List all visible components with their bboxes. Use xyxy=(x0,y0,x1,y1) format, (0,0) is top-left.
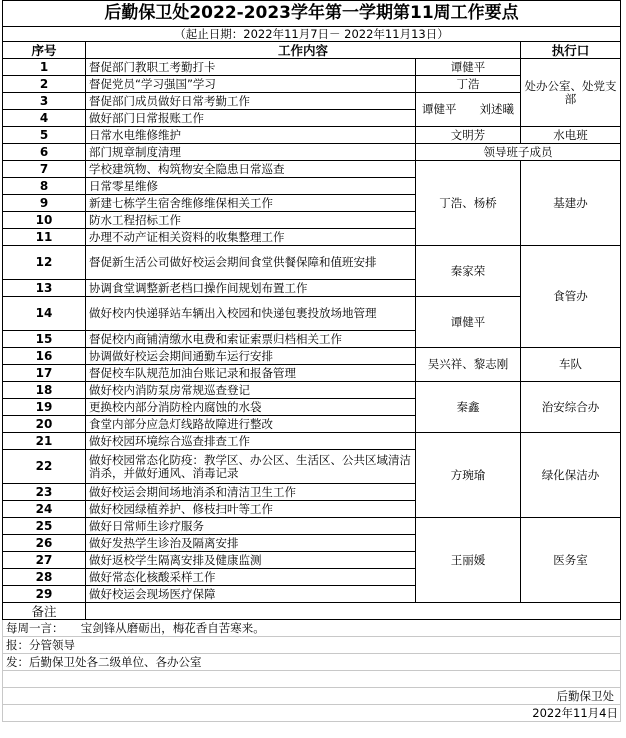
task-content: 做好校内快递驿站车辆出入校园和快递包裹投放场地管理 xyxy=(86,297,416,331)
task-person: 方琬瑜 xyxy=(416,433,521,518)
task-content: 做好常态化核酸采样工作 xyxy=(86,569,416,586)
task-content: 督促校车队规范加油台账记录和报备管理 xyxy=(86,365,416,382)
task-no: 2 xyxy=(3,76,86,93)
task-no: 26 xyxy=(3,535,86,552)
task-no: 23 xyxy=(3,484,86,501)
task-dept: 食管办 xyxy=(521,246,621,348)
task-dept: 处办公室、处党支部 xyxy=(521,59,621,127)
task-no: 25 xyxy=(3,518,86,535)
task-person: 秦家荣 xyxy=(416,246,521,297)
task-person: 谭健平 xyxy=(416,59,521,76)
issuer: 后勤保卫处 xyxy=(3,688,621,705)
task-no: 14 xyxy=(3,297,86,331)
task-dept: 车队 xyxy=(521,348,621,382)
task-content: 做好校园常态化防疫：教学区、办公区、生活区、公共区域清洁消杀，并做好通风、消毒记录 xyxy=(86,450,416,484)
task-no: 5 xyxy=(3,127,86,144)
task-content: 协调做好校运会期间通勤车运行安排 xyxy=(86,348,416,365)
task-no: 6 xyxy=(3,144,86,161)
task-no: 11 xyxy=(3,229,86,246)
task-person: 丁浩 xyxy=(416,76,521,93)
task-content: 做好发热学生诊治及隔离安排 xyxy=(86,535,416,552)
task-content: 督促部门教职工考勤打卡 xyxy=(86,59,416,76)
notes-label: 备注 xyxy=(3,603,86,620)
work-plan-table xyxy=(2,0,621,722)
task-no: 22 xyxy=(3,450,86,484)
task-no: 12 xyxy=(3,246,86,280)
task-no: 16 xyxy=(3,348,86,365)
task-person: 文明芳 xyxy=(416,127,521,144)
task-person: 谭健平 刘述曦 xyxy=(416,93,521,127)
task-content: 日常零星维修 xyxy=(86,178,416,195)
task-content: 防水工程招标工作 xyxy=(86,212,416,229)
task-dept: 基建办 xyxy=(521,161,621,246)
task-no: 7 xyxy=(3,161,86,178)
task-content: 做好返校学生隔离安排及健康监测 xyxy=(86,552,416,569)
task-no: 3 xyxy=(3,93,86,110)
header-no: 序号 xyxy=(3,42,86,59)
task-no: 20 xyxy=(3,416,86,433)
task-dept: 绿化保洁办 xyxy=(521,433,621,518)
task-content: 做好校园环境综合巡查排查工作 xyxy=(86,433,416,450)
task-content: 食堂内部分应急灯线路故障进行整改 xyxy=(86,416,416,433)
report-to: 报：分管领导 xyxy=(3,637,621,654)
task-no: 21 xyxy=(3,433,86,450)
notes-cell xyxy=(86,603,621,620)
task-content: 做好校运会现场医疗保障 xyxy=(86,586,416,603)
task-no: 24 xyxy=(3,501,86,518)
header-executor: 执行口 xyxy=(521,42,621,59)
task-no: 13 xyxy=(3,280,86,297)
task-no: 18 xyxy=(3,382,86,399)
task-no: 19 xyxy=(3,399,86,416)
page-title: 后勤保卫处2022-2023学年第一学期第11周工作要点 xyxy=(3,1,621,27)
task-content: 做好校运会期间场地消杀和清洁卫生工作 xyxy=(86,484,416,501)
task-content: 办理不动产证相关资料的收集整理工作 xyxy=(86,229,416,246)
task-person: 领导班子成员 xyxy=(416,144,621,161)
task-no: 1 xyxy=(3,59,86,76)
task-person: 丁浩、杨桥 xyxy=(416,161,521,246)
task-content: 督促新生活公司做好校运会期间食堂供餐保障和值班安排 xyxy=(86,246,416,280)
blank-row xyxy=(3,671,621,688)
task-dept: 治安综合办 xyxy=(521,382,621,433)
weekly-quote: 每周一言： 宝剑锋从磨砺出，梅花香自苦寒来。 xyxy=(3,620,621,637)
task-no: 10 xyxy=(3,212,86,229)
task-dept: 医务室 xyxy=(521,518,621,603)
task-content: 做好部门日常报账工作 xyxy=(86,110,416,127)
task-no: 15 xyxy=(3,331,86,348)
task-content: 做好校园绿植养护、修枝扫叶等工作 xyxy=(86,501,416,518)
task-no: 27 xyxy=(3,552,86,569)
task-content: 做好日常师生诊疗服务 xyxy=(86,518,416,535)
task-content: 更换校内部分消防栓内腐蚀的水袋 xyxy=(86,399,416,416)
task-content: 学校建筑物、构筑物安全隐患日常巡查 xyxy=(86,161,416,178)
task-content: 做好校内消防泵房常规巡查登记 xyxy=(86,382,416,399)
header-content: 工作内容 xyxy=(86,42,521,59)
task-content: 督促校内商铺清缴水电费和索证索票归档相关工作 xyxy=(86,331,416,348)
task-content: 督促党员“学习强国”学习 xyxy=(86,76,416,93)
task-content: 新建七栋学生宿舍维修维保相关工作 xyxy=(86,195,416,212)
task-content: 日常水电维修维护 xyxy=(86,127,416,144)
date-range: （起止日期：2022年11月7日－ 2022年11月13日） xyxy=(3,27,621,42)
task-content: 部门规章制度清理 xyxy=(86,144,416,161)
task-person: 王丽媛 xyxy=(416,518,521,603)
task-no: 8 xyxy=(3,178,86,195)
task-no: 29 xyxy=(3,586,86,603)
task-person: 吴兴祥、黎志刚 xyxy=(416,348,521,382)
task-dept: 水电班 xyxy=(521,127,621,144)
task-person: 秦鑫 xyxy=(416,382,521,433)
issue-date: 2022年11月4日 xyxy=(3,705,621,722)
task-person: 谭健平 xyxy=(416,297,521,348)
task-no: 9 xyxy=(3,195,86,212)
task-content: 协调食堂调整新老档口操作间规划布置工作 xyxy=(86,280,416,297)
task-no: 28 xyxy=(3,569,86,586)
send-to: 发：后勤保卫处各二级单位、各办公室 xyxy=(3,654,621,671)
task-no: 17 xyxy=(3,365,86,382)
task-content: 督促部门成员做好日常考勤工作 xyxy=(86,93,416,110)
task-no: 4 xyxy=(3,110,86,127)
